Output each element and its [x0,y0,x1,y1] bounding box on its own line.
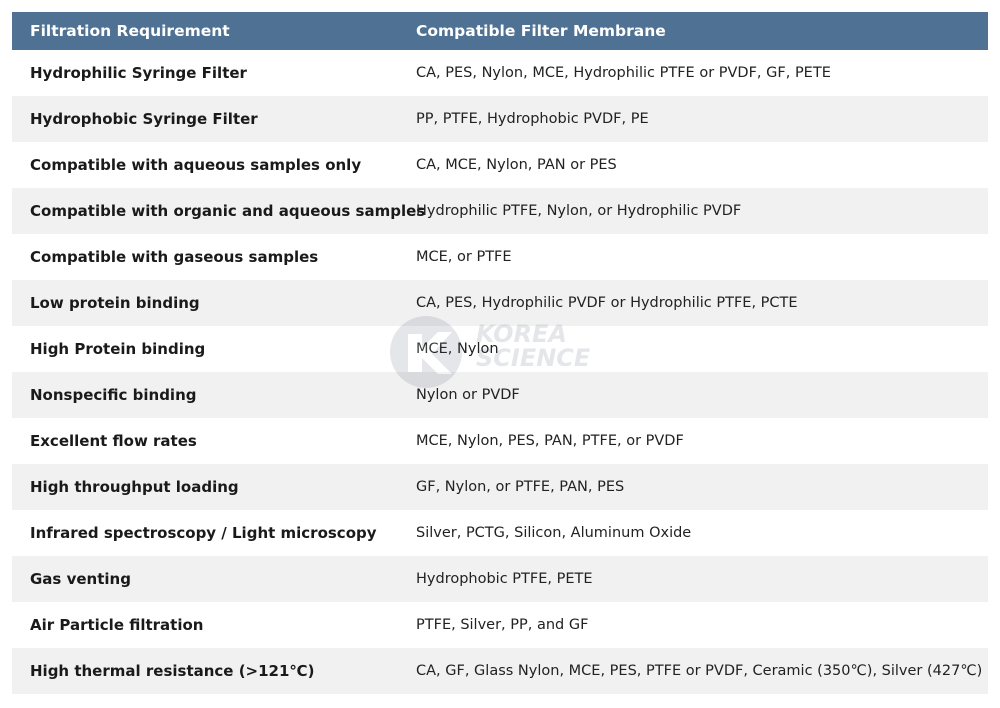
membrane-cell: PTFE, Silver, PP, and GF [416,617,589,633]
membrane-cell: Nylon or PVDF [416,387,520,403]
requirement-cell: Air Particle filtration [30,616,204,634]
table-header [12,12,988,50]
table-row [12,510,988,556]
membrane-cell: MCE, Nylon, PES, PAN, PTFE, or PVDF [416,433,684,449]
filter-membrane-table [12,12,988,694]
requirement-cell: Low protein binding [30,294,200,312]
table-row [12,142,988,188]
membrane-cell: PP, PTFE, Hydrophobic PVDF, PE [416,111,649,127]
table-body [12,50,988,694]
table-row [12,96,988,142]
table-row [12,648,988,694]
requirement-cell: Compatible with gaseous samples [30,248,319,266]
header-compatible-membrane: Compatible Filter Membrane [416,22,666,40]
requirement-cell: Compatible with aqueous samples only [30,156,362,174]
requirement-cell: Nonspecific binding [30,386,197,404]
table-row [12,188,988,234]
requirement-cell: Compatible with organic and aqueous samples [30,202,426,220]
table-row [12,602,988,648]
membrane-cell: Silver, PCTG, Silicon, Aluminum Oxide [416,525,692,541]
table-row [12,464,988,510]
membrane-cell: Hydrophobic PTFE, PETE [416,571,593,587]
table-row [12,556,988,602]
membrane-cell: CA, PES, Hydrophilic PVDF or Hydrophilic PTFE, PCTE [416,295,798,311]
requirement-cell: High throughput loading [30,478,239,496]
membrane-cell: CA, PES, Nylon, MCE, Hydrophilic PTFE or PVDF, GF, PETE [416,65,831,81]
membrane-cell: CA, MCE, Nylon, PAN or PES [416,157,617,173]
table-row [12,326,988,372]
table-row [12,50,988,96]
requirement-cell: Gas venting [30,570,131,588]
requirement-cell: Hydrophilic Syringe Filter [30,64,247,82]
table-row [12,418,988,464]
table-row [12,372,988,418]
requirement-cell: Hydrophobic Syringe Filter [30,110,258,128]
membrane-cell: MCE, or PTFE [416,249,512,265]
table-row [12,280,988,326]
requirement-cell: High Protein binding [30,340,206,358]
membrane-cell: Hydrophilic PTFE, Nylon, or Hydrophilic PVDF [416,203,742,219]
membrane-cell: GF, Nylon, or PTFE, PAN, PES [416,479,625,495]
membrane-cell: CA, GF, Glass Nylon, MCE, PES, PTFE or PVDF, Ceramic (350℃), Silver (427℃) [416,663,983,679]
requirement-cell: Infrared spectroscopy / Light microscopy [30,524,377,542]
header-filtration-requirement: Filtration Requirement [30,22,230,40]
requirement-cell: Excellent flow rates [30,432,197,450]
membrane-cell: MCE, Nylon [416,341,499,357]
table-row [12,234,988,280]
requirement-cell: High thermal resistance (>121℃) [30,662,315,680]
